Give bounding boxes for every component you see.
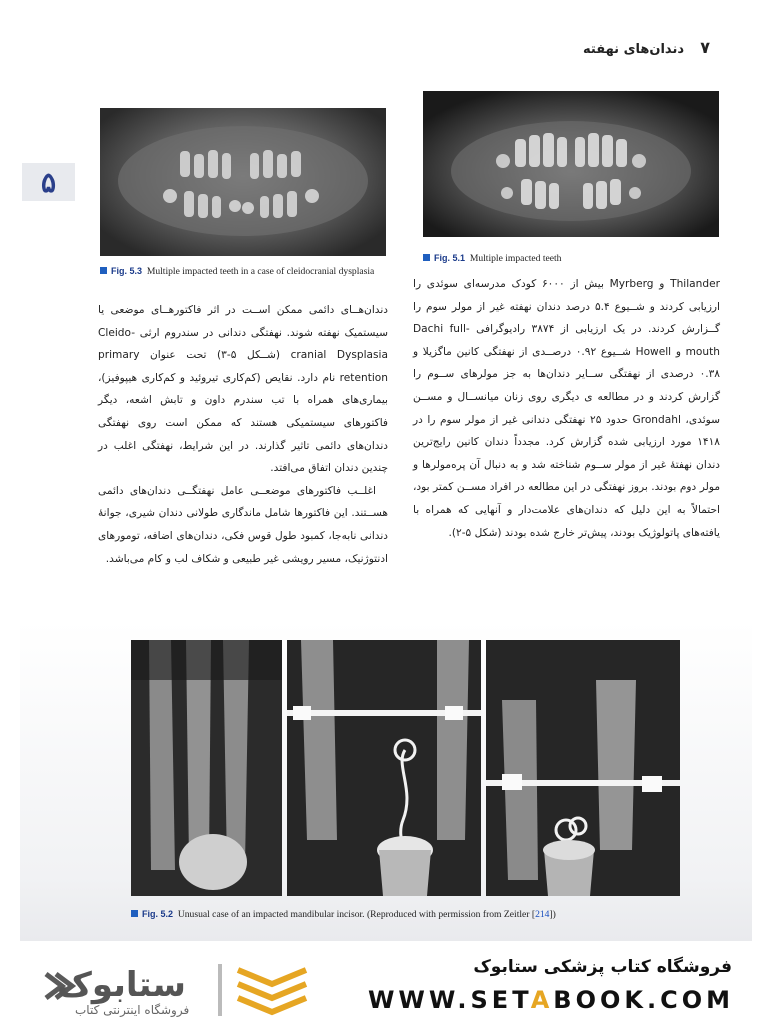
- figure-marker-icon: [100, 267, 107, 274]
- figure-marker-icon: [131, 910, 138, 917]
- logo-subtitle: فروشگاه اینترنتی کتاب: [75, 1003, 190, 1017]
- chapter-title: دندان‌های نهفته: [583, 42, 684, 57]
- shop-website[interactable]: WWW.SETABOOK.COM: [367, 986, 734, 1014]
- fig-5-2-periapical-xray-2: [287, 640, 481, 896]
- logo-name: ستابوک: [57, 965, 186, 1005]
- chapter-tab: ۵: [22, 163, 75, 201]
- fig-5-1-caption: Fig. 5.1 Multiple impacted teeth: [423, 252, 719, 265]
- fig-5-1-panoramic-xray: [423, 91, 719, 237]
- fig-5-2-periapical-xray-1: [131, 640, 282, 896]
- reference-link[interactable]: 214: [535, 909, 550, 920]
- right-text-column: [413, 273, 720, 544]
- fig-5-2-periapical-xray-3: [486, 640, 680, 896]
- paragraph: اغلــب فاکتورهای موضعــی عامل نهفتگــی دندان‌های دائمی هســتند. این فاکتورها شامل ماندگاری طولانی دندان شیری، جوانهٔ دندانی نابه‌جا، کمبود طول قوس فکی، دندان‌های اضافه، تومورهای ادنتوژنیک، مسیر رویشی غیر طبیعی و شکاف لب و کام می‌باشد.: [98, 484, 388, 565]
- fig-5-3-caption: Fig. 5.3 Multiple impacted teeth in a case of cleidocranial dysplasia: [100, 265, 390, 278]
- fig-5-3-panoramic-xray: [100, 96, 386, 256]
- shop-name: فروشگاه کتاب پزشکی ستابوک: [473, 957, 732, 977]
- paragraph: Thilander و Myrberg بیش از ۶۰۰۰ کودک مدرسه‌ای سوئدی را ارزیابی کردند و شــیوع ۵.۴ درصد دندان نهفته غیر از مولر سوم را گــزارش کردند. در یک ارزیابی از ۳۸۷۴ رادیوگرافی Dachi full-mouth و Howell شــیوع ۰.۹۲ درصــدی از نهفتگی کانین ماگزیلا و ۰.۳۸ درصدی از نهفتگی ســایر دندان‌ها به جز مولرهای ســوم را گزارش کردند و در مطالعه ی دیگری روی زنان میانســال و مســن سوئدی، Grondahl حدود ۲۵ نهفتگی دندانی غیر از مولر سوم را در ۱۴۱۸ مورد ارزیابی شده گزارش کرد. مجدداً دندان کانین رایج‌ترین دندان نهفتهٔ غیر از مولر ســوم شناخته شد و به دنبال آن پره‌مولرها و مولر دوم بودند. بروز نهفتگی در این مطالعه در افراد مســن کمتر بود، احتمالاً به این دلیل که دندان‌های علامت‌دار و آنهایی که همراه با یافته‌های پاتولوژیک بودند، پیش‌تر خارج شده بودند (شکل ۵-۲).: [413, 278, 721, 539]
- figure-marker-icon: [423, 254, 430, 261]
- left-text-column: [98, 299, 388, 570]
- paragraph: دندان‌هــای دائمی ممکن اســت در اثر فاکتورهــای موضعی یا سیستمیک نهفته شوند. نهفتگی دندانی در سندروم ارثی Cleido-cranial Dysplasia (شــکل ۵-۳) تحت عنوان primary retention نام دارد. نقایص (کم‌کاری تیروئید و کم‌کاری هیپوفیز)، بیماری‌های همراه با تب سندرم داون و تابش اشعه، دیگر فاکتورهای سیستمیکی هستند که ممکن است روی نهفتگی دندان‌های دائمی تاثیر گذارند. در این شرایط، نهفتگی اغلب در چندین دندان اتفاق می‌افتد.: [98, 304, 388, 475]
- page-number: ۷: [700, 38, 710, 57]
- fig-5-2-caption: Fig. 5.2 Unusual case of an impacted mandibular incisor. (Reproduced with permission from Zeitler [214]): [131, 908, 691, 921]
